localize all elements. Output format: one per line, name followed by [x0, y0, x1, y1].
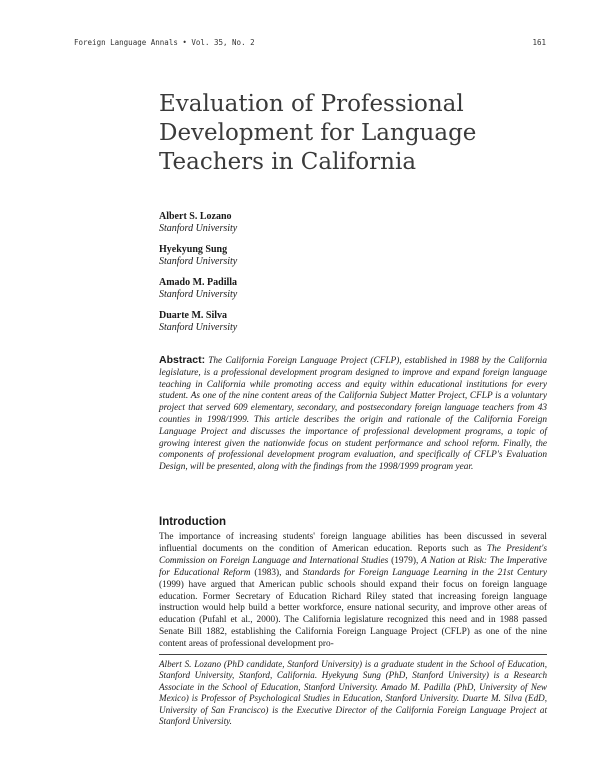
author-affiliation: Stanford University: [159, 322, 238, 333]
title-line: Teachers in California: [159, 149, 417, 175]
author: [159, 310, 459, 334]
article-title: [159, 90, 539, 177]
running-header: [74, 38, 546, 50]
author-name: Hyekyung Sung: [159, 244, 228, 255]
abstract-label: Abstract:: [159, 354, 206, 366]
author: [159, 277, 459, 301]
cited-title: The President's Commission on Foreign Language and International Studies: [159, 543, 547, 566]
author-affiliation: Stanford University: [159, 289, 238, 300]
author-name: Duarte M. Silva: [159, 310, 228, 321]
intro-text: The importance of increasing students' foreign language abilities has been discussed in several influential documents on the condition of American education. Reports such as: [159, 532, 547, 554]
author: [159, 211, 459, 235]
author-name: Amado M. Padilla: [159, 277, 238, 288]
abstract-text: The California Foreign Language Project (CFLP), established in 1988 by the California legislature, is a professional development program designed to improve and expand foreign language teaching in California while promoting access and equity within educational institutions for every student. As one of the nine content areas of the California Subject Matter Project, CFLP is a voluntary project that served 609 elementary, secondary, and postsecondary foreign language teachers from 43 counties in 1998/1999. This article describes the origin and rationale of the California Foreign Language Project and discusses the importance of professional development programs, a topic of growing interest given the nationwide focus on student performance and school reform. Finally, the components of professional development program evaluation, and specifically of CFLP's Evaluation Design, will be presented, along with the findings from the 1998/1999 program year.: [159, 356, 547, 473]
section-heading-introduction: Introduction: [159, 516, 227, 528]
title-line: Development for Language: [159, 120, 477, 146]
cited-title: A Nation at Risk: The Imperative for Educational Reform: [159, 555, 547, 578]
author-footnote: Albert S. Lozano (PhD candidate, Stanford University) is a graduate student in the School of Education, Stanford University, Stanford, California. Hyekyung Sung (PhD, Stanford University) is a Research Associate in the School of Education, Stanford University. Amado M. Padilla (PhD, University of New Mexico) is Professor of Psychological Studies in Education, Stanford University. Duarte M. Silva (EdD, University of San Francisco) is the Executive Director of the California Foreign Language Project at Stanford University.: [159, 659, 547, 727]
cited-title: Standards for Foreign Language Learning in the 21st Century: [302, 567, 548, 578]
footnote-divider: [159, 654, 547, 655]
author-affiliation: Stanford University: [159, 256, 238, 267]
author-list: [159, 211, 459, 343]
journal-info: Foreign Language Annals • Vol. 35, No. 2: [74, 38, 255, 47]
author-name: Albert S. Lozano: [159, 211, 232, 222]
intro-text: (1983), and: [250, 567, 303, 578]
intro-text: (1999) have argued that American public schools should expand their focus on foreign language education. Former Secretary of Education Richard Riley stated that increasing foreign language instruction would help build a better workforce, ensure national security, and improve other areas of education (Pufahl et al., 2000). The California legislature recognized this need and in 1988 passed Senate Bill 1882, establishing the California Foreign Language Project (CFLP) as one of the nine content areas of professional development pro-: [159, 579, 547, 650]
page-number: 161: [532, 38, 546, 47]
intro-text: (1979),: [388, 555, 422, 566]
introduction-paragraph: [159, 532, 547, 651]
author-affiliation: Stanford University: [159, 223, 238, 234]
title-line: Evaluation of Professional: [159, 91, 464, 117]
author: [159, 244, 459, 268]
abstract: [159, 355, 547, 474]
